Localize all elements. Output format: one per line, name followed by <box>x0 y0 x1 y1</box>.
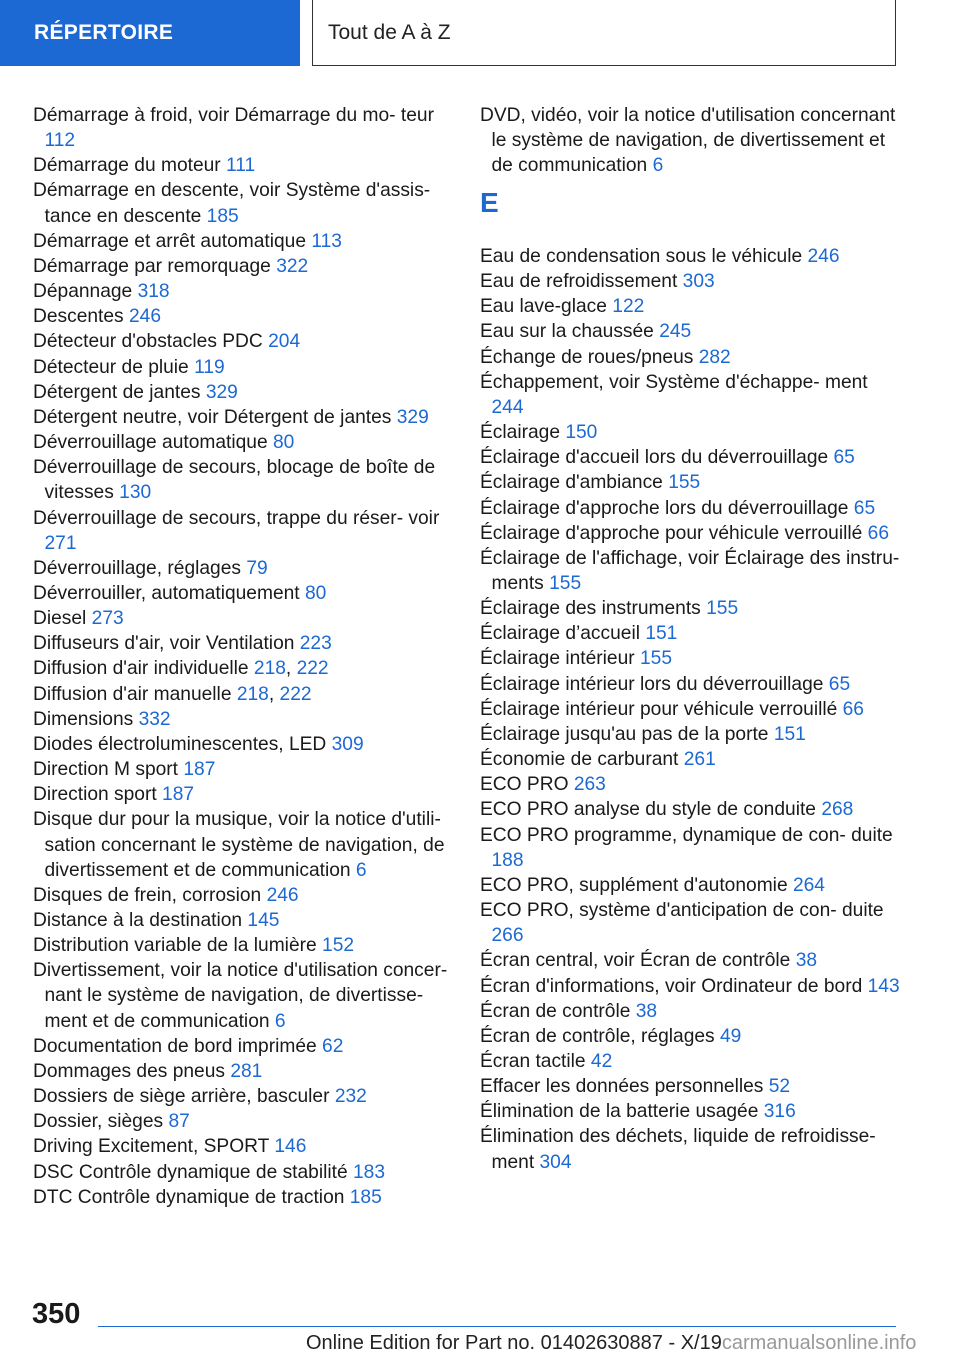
index-entry-text: Diffusion d'air individuelle <box>33 658 249 680</box>
index-entry-text: Éclairage <box>480 422 560 444</box>
index-entry-text: Démarrage en descente, voir Système d'assis‐ tance en descente <box>33 180 431 227</box>
page-reference-link[interactable]: 6 <box>652 155 664 177</box>
index-entry <box>480 269 900 294</box>
index-entry-text: Disques de frein, corrosion <box>33 884 262 906</box>
index-entry <box>33 1059 451 1084</box>
index-entry-text: ECO PRO, supplément d'autonomie <box>480 874 788 896</box>
index-entry-text: Échappement, voir Système d'échappe‐ ment <box>480 371 868 393</box>
index-entry <box>33 1034 451 1059</box>
page-reference-link[interactable]: 318 <box>137 281 170 303</box>
page-reference-link[interactable]: 38 <box>635 1000 658 1022</box>
index-entry <box>33 732 451 757</box>
index-entry <box>480 1074 900 1099</box>
page-reference-link[interactable]: 309 <box>331 733 364 755</box>
page-reference-link[interactable]: 271 <box>44 532 77 554</box>
page-reference-link[interactable]: 303 <box>682 271 715 293</box>
page-reference-link[interactable]: 218 <box>236 683 269 705</box>
index-entry <box>480 948 900 973</box>
index-entry-text: Éclairage d'approche lors du déverrouillage <box>480 497 849 519</box>
page-reference-link[interactable]: 268 <box>821 799 854 821</box>
index-entry <box>480 319 900 344</box>
index-entry <box>480 797 900 822</box>
index-entry-text: Éclairage d'ambiance <box>480 472 663 494</box>
index-entry-text: Éclairage jusqu'au pas de la porte <box>480 723 769 745</box>
page-reference-link[interactable]: 223 <box>299 633 332 655</box>
index-entry <box>480 999 900 1024</box>
subsection-tab[interactable]: Tout de A à Z <box>312 0 896 66</box>
page-reference-link[interactable]: 80 <box>304 582 327 604</box>
index-entry <box>33 883 451 908</box>
index-entry-text: Divertissement, voir la notice d'utilisation concer‐ nant le système de navigation, de divertisse‐ ment et de communication <box>33 960 448 1032</box>
index-entry-text: Éclairage intérieur lors du déverrouillage <box>480 673 824 695</box>
index-entry-text: ECO PRO <box>480 774 569 796</box>
index-entry <box>33 380 451 405</box>
index-entry-text: Éclairage de l'affichage, voir Éclairage des instru‐ ments <box>480 547 900 594</box>
page-reference-link[interactable]: 155 <box>668 472 701 494</box>
page-reference-link[interactable]: 38 <box>795 950 818 972</box>
index-entry <box>33 1160 451 1185</box>
index-entry <box>33 933 451 958</box>
page-reference-link[interactable]: 263 <box>573 774 606 796</box>
index-entry <box>480 1024 900 1049</box>
index-entry-text: Diffusion d'air manuelle <box>33 683 232 705</box>
footer-edition-text: Online Edition for Part no. 01402630887 - X/19 <box>306 1332 722 1354</box>
index-entry <box>33 254 451 279</box>
page-reference-link[interactable]: 113 <box>311 230 342 252</box>
index-entry-text: Déverrouillage automatique <box>33 432 268 454</box>
page-reference-link[interactable]: 332 <box>138 708 171 730</box>
index-entry <box>33 430 451 455</box>
page-reference-link[interactable]: 185 <box>206 205 239 227</box>
page-reference-link[interactable]: 146 <box>274 1136 307 1158</box>
index-entry-text: Eau de condensation sous le véhicule <box>480 245 803 267</box>
page-reference-link[interactable]: 143 <box>867 975 900 997</box>
index-entry <box>480 244 900 269</box>
page-reference-link[interactable]: 145 <box>247 910 280 931</box>
index-entry <box>33 581 451 606</box>
page-number: 350 <box>32 1298 81 1330</box>
index-entry <box>33 405 451 430</box>
index-entry <box>33 606 451 631</box>
index-entry-text: Éclairage des instruments <box>480 598 701 620</box>
index-entry <box>480 974 900 999</box>
index-entry <box>33 355 451 380</box>
page-reference-link[interactable]: 304 <box>539 1151 572 1173</box>
footer-divider <box>98 1326 896 1327</box>
index-entry <box>33 506 451 556</box>
index-entry-text: Démarrage par remorquage <box>33 255 271 277</box>
index-entry-text: Écran de contrôle <box>480 1000 631 1022</box>
page-reference-link[interactable]: 282 <box>698 346 731 368</box>
index-entry-text: Dépannage <box>33 281 133 303</box>
index-entry-text: Documentation de bord imprimée <box>33 1035 317 1057</box>
index-entry-text: Détergent neutre, voir Détergent de jantes <box>33 406 392 428</box>
index-entry-text: Écran d'informations, voir Ordinateur de bord <box>480 975 863 997</box>
page-reference-link[interactable]: 150 <box>565 422 598 444</box>
index-entry-text: Éclairage intérieur pour véhicule verrouillé <box>480 698 838 720</box>
page-reference-link[interactable]: 273 <box>91 608 124 630</box>
index-entry <box>33 908 451 933</box>
index-entry <box>33 1185 451 1210</box>
page-reference-link[interactable]: 66 <box>867 522 889 544</box>
index-entry <box>480 294 900 319</box>
page-reference-link[interactable]: 329 <box>396 406 429 428</box>
index-entry <box>33 556 451 581</box>
index-entry <box>33 1084 451 1109</box>
index-entry <box>33 707 451 732</box>
index-entry-text: Écran central, voir Écran de contrôle <box>480 950 791 972</box>
index-entry: Diffusion d'air manuelle 218, 222 <box>33 683 312 705</box>
index-entry-text: Diesel <box>33 608 87 630</box>
index-entry-text: Déverrouillage de secours, blocage de boîte de vitesses <box>33 457 436 504</box>
index-entry <box>480 1124 900 1174</box>
index-entry-text: Détecteur de pluie <box>33 356 189 378</box>
page-reference-link[interactable]: 329 <box>205 381 238 403</box>
index-entry <box>480 521 900 546</box>
page-reference-link[interactable]: 185 <box>349 1186 382 1208</box>
index-entry: Diffusion d'air individuelle 218, 222 <box>33 658 329 680</box>
index-column-right <box>480 103 900 1175</box>
page-reference-link[interactable]: 316 <box>763 1101 796 1123</box>
index-entry-text: Échange de roues/pneus <box>480 346 694 368</box>
index-letter-heading: E <box>480 187 499 219</box>
page-reference-link[interactable]: 111 <box>226 155 256 177</box>
page-reference-link[interactable]: 65 <box>853 497 876 519</box>
index-entry <box>33 304 451 329</box>
page-reference-link[interactable]: 79 <box>246 557 268 579</box>
index-entry <box>480 646 900 671</box>
page-reference-link[interactable]: 112 <box>44 130 76 152</box>
index-entry-text: DVD, vidéo, voir la notice d'utilisation concernant le système de navigation, de divertissement et de communication <box>480 105 896 177</box>
footer-edition <box>306 1332 916 1355</box>
index-entry-text: Démarrage à froid, voir Démarrage du mo‐ teur <box>33 105 434 126</box>
page-reference-link[interactable]: 87 <box>168 1111 190 1133</box>
page-reference-link[interactable]: 62 <box>322 1035 344 1057</box>
index-entry-text: Économie de carburant <box>480 749 679 771</box>
index-entry-text: Eau lave-glace <box>480 296 607 318</box>
index-entry <box>480 370 900 420</box>
index-entry <box>33 455 451 505</box>
index-entry <box>480 873 900 898</box>
index-entry <box>33 1109 451 1134</box>
index-entry <box>480 420 900 445</box>
index-entry-text: Diffuseurs d'air, voir Ventilation <box>33 633 295 655</box>
index-entry-text: Driving Excitement, SPORT <box>33 1136 270 1158</box>
page-reference-link[interactable]: 151 <box>645 623 678 645</box>
index-entry-text: Dossiers de siège arrière, basculer <box>33 1086 330 1108</box>
section-tab[interactable]: RÉPERTOIRE <box>0 0 300 66</box>
page-reference-link[interactable]: 245 <box>659 321 692 343</box>
index-entry-text: Disque dur pour la musique, voir la notice d'utili‐ sation concernant le système de navigation, de divertissement et de communication <box>33 809 445 881</box>
index-entry <box>33 178 451 228</box>
index-entry <box>480 621 900 646</box>
page-reference-link[interactable]: 187 <box>183 759 216 781</box>
index-entry <box>33 958 451 1033</box>
page-reference-link[interactable]: 261 <box>683 749 716 771</box>
page-reference-link[interactable]: 266 <box>491 925 524 947</box>
index-entry-text: Dommages des pneus <box>33 1060 225 1082</box>
index-entry <box>480 747 900 772</box>
index-entry-text: Élimination de la batterie usagée <box>480 1101 759 1123</box>
page-reference-link[interactable]: 152 <box>322 935 355 957</box>
index-entry-text: Élimination des déchets, liquide de refroidisse‐ ment <box>480 1126 876 1173</box>
page-reference-link[interactable]: 232 <box>334 1086 367 1108</box>
page-reference-link[interactable]: 130 <box>119 482 152 504</box>
index-entry-text: ECO PRO, système d'anticipation de con‐ duite <box>480 900 884 922</box>
index-entry-text: Écran tactile <box>480 1050 586 1072</box>
index-entry <box>480 546 900 596</box>
index-entry <box>33 782 451 807</box>
page-reference-link[interactable]: 244 <box>491 396 524 418</box>
index-entry <box>33 329 451 354</box>
index-entry <box>480 103 900 178</box>
index-entry-text: Éclairage d'approche pour véhicule verrouillé <box>480 522 863 544</box>
page-reference-link[interactable]: 6 <box>355 859 367 881</box>
index-entry-text: Éclairage d'accueil lors du déverrouillage <box>480 447 829 469</box>
page-reference-link[interactable]: 122 <box>612 296 645 318</box>
page-reference-link[interactable]: 155 <box>640 648 673 670</box>
page-reference-link[interactable]: 151 <box>773 723 806 745</box>
index-entry-text: Distance à la destination <box>33 910 243 931</box>
index-entry <box>33 1134 451 1159</box>
page-reference-link[interactable]: 183 <box>352 1161 385 1183</box>
page-reference-link[interactable]: 80 <box>273 432 295 454</box>
page-reference-link[interactable]: 66 <box>842 698 864 720</box>
index-entry-text: Direction sport <box>33 784 157 806</box>
index-entry <box>480 1099 900 1124</box>
index-entry-text: Démarrage du moteur <box>33 155 221 177</box>
index-entry <box>33 279 451 304</box>
index-entry-text: Diodes électroluminescentes, LED <box>33 733 327 755</box>
index-entry <box>480 672 900 697</box>
index-entry <box>33 153 451 178</box>
page-reference-link[interactable]: 65 <box>833 447 855 469</box>
page-reference-link[interactable]: 222 <box>296 658 329 680</box>
index-entry-text: ECO PRO programme, dynamique de con‐ duite <box>480 824 893 846</box>
page-reference-link[interactable]: 204 <box>268 331 301 353</box>
index-entry-text: DSC Contrôle dynamique de stabilité <box>33 1161 348 1183</box>
index-entry <box>480 697 900 722</box>
page-reference-link[interactable]: 264 <box>792 874 825 896</box>
index-entry-text: Dimensions <box>33 708 134 730</box>
page-reference-link[interactable]: 119 <box>194 356 225 378</box>
index-column-left <box>33 103 451 1210</box>
page-reference-link[interactable]: 188 <box>491 849 524 871</box>
index-entry-text: Eau de refroidissement <box>480 271 678 293</box>
index-entry <box>33 631 451 656</box>
page-reference-link[interactable]: 155 <box>706 598 739 620</box>
index-entry <box>480 345 900 370</box>
page-reference-link[interactable]: 246 <box>807 245 840 267</box>
index-entry <box>480 1049 900 1074</box>
page-reference-link[interactable]: 246 <box>129 306 162 328</box>
index-entry-text: DTC Contrôle dynamique de traction <box>33 1186 345 1208</box>
index-entry-text: Déverrouillage, réglages <box>33 557 241 579</box>
index-entry <box>480 823 900 873</box>
index-entry <box>33 807 451 882</box>
page-reference-link[interactable]: 155 <box>549 573 582 594</box>
index-entry-text: Éclairage intérieur <box>480 648 635 670</box>
index-entry <box>33 229 451 254</box>
page-reference-link[interactable]: 322 <box>276 255 309 277</box>
index-entry-text: Eau sur la chaussée <box>480 321 654 343</box>
index-entry <box>480 496 900 521</box>
page-reference-link[interactable]: 42 <box>590 1050 613 1072</box>
index-entry-text: Déverrouillage de secours, trappe du réser‐ voir <box>33 507 440 529</box>
index-entry <box>480 772 900 797</box>
footer-watermark: carmanualsonline.info <box>721 1332 917 1354</box>
index-entry <box>480 596 900 621</box>
index-entry-text: Distribution variable de la lumière <box>33 935 317 957</box>
page-reference-link[interactable]: 6 <box>274 1010 286 1032</box>
page-reference-link[interactable]: 281 <box>230 1060 263 1082</box>
index-entry <box>33 757 451 782</box>
index-entry-text: Détergent de jantes <box>33 381 201 403</box>
index-entry <box>480 898 900 948</box>
index-entry-text: Effacer les données personnelles <box>480 1076 764 1098</box>
index-entry-text: Direction M sport <box>33 759 179 781</box>
page-reference-link[interactable]: 218 <box>253 658 286 680</box>
index-entry <box>480 470 900 495</box>
index-entry-text: Éclairage d’accueil <box>480 623 640 645</box>
page-reference-link[interactable]: 65 <box>828 673 851 695</box>
page-reference-link[interactable]: 49 <box>720 1025 742 1047</box>
page-reference-link[interactable]: 52 <box>768 1076 791 1098</box>
page-reference-link[interactable]: 187 <box>162 784 195 806</box>
index-entry-text: Déverrouiller, automatiquement <box>33 582 300 604</box>
index-entry <box>480 722 900 747</box>
index-entry-text: Dossier, sièges <box>33 1111 164 1133</box>
page-reference-link[interactable]: 222 <box>279 683 312 705</box>
index-entry-text: Détecteur d'obstacles PDC <box>33 331 263 353</box>
index-entry-text: Écran de contrôle, réglages <box>480 1025 715 1047</box>
index-entry-text: Démarrage et arrêt automatique <box>33 230 307 252</box>
page-reference-link[interactable]: 246 <box>266 884 299 906</box>
index-entry <box>480 445 900 470</box>
index-entry-text: ECO PRO analyse du style de conduite <box>480 799 816 821</box>
index-entry-text: Descentes <box>33 306 124 328</box>
index-entry <box>33 103 451 153</box>
